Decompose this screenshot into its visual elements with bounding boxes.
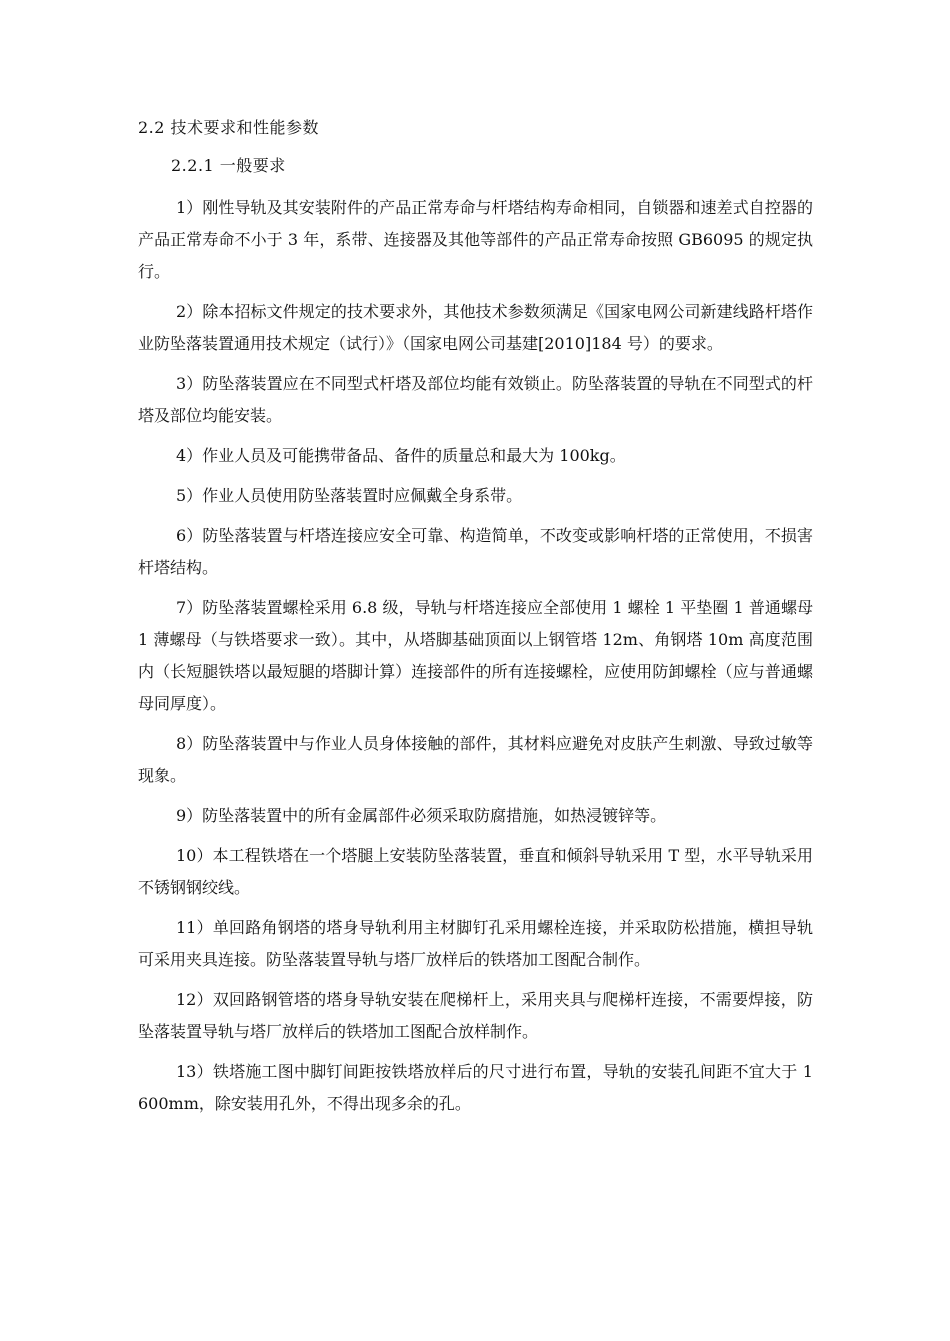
paragraph-4: 4）作业人员及可能携带备品、备件的质量总和最大为 100kg。 — [176, 446, 626, 465]
paragraph-7: 7）防坠落装置螺栓采用 6.8 级，导轨与杆塔连接应全部使用 1 螺栓 1 平垫圈 1 普通螺母 1 薄螺母（与铁塔要求一致）。其中，从塔脚基础顶面以上钢管塔 12m、角钢塔 10m 高度范围内（长短腿铁塔以最短腿的塔脚计算）连接部件的所有连接螺栓，应使用防卸螺栓（应与普通螺母同厚度）。 — [138, 598, 813, 713]
paragraph-8: 8）防坠落装置中与作业人员身体接触的部件，其材料应避免对皮肤产生刺激、导致过敏等现象。 — [138, 734, 813, 785]
paragraph-10: 10）本工程铁塔在一个塔腿上安装防坠落装置，垂直和倾斜导轨采用 T 型，水平导轨采用不锈钢钢绞线。 — [138, 846, 813, 897]
subsection-title: 2.2.1 一般要求 — [171, 156, 286, 175]
section-title: 2.2 技术要求和性能参数 — [138, 118, 320, 137]
paragraph-6: 6）防坠落装置与杆塔连接应安全可靠、构造简单，不改变或影响杆塔的正常使用，不损害杆塔结构。 — [138, 526, 813, 577]
paragraph-1: 1）刚性导轨及其安装附件的产品正常寿命与杆塔结构寿命相同，自锁器和速差式自控器的产品正常寿命不小于 3 年，系带、连接器及其他等部件的产品正常寿命按照 GB6095 的规定执行。 — [138, 198, 813, 281]
paragraph-9: 9）防坠落装置中的所有金属部件必须采取防腐措施，如热浸镀锌等。 — [176, 806, 667, 825]
paragraph-11: 11）单回路角钢塔的塔身导轨利用主材脚钉孔采用螺栓连接，并采取防松措施，横担导轨可采用夹具连接。防坠落装置导轨与塔厂放样后的铁塔加工图配合制作。 — [138, 918, 813, 969]
paragraph-5: 5）作业人员使用防坠落装置时应佩戴全身系带。 — [176, 486, 523, 505]
document-body — [138, 116, 813, 1128]
paragraph-13: 13）铁塔施工图中脚钉间距按铁塔放样后的尺寸进行布置，导轨的安装孔间距不宜大于 1600mm，除安装用孔外，不得出现多余的孔。 — [138, 1062, 813, 1113]
paragraph-2: 2）除本招标文件规定的技术要求外，其他技术参数须满足《国家电网公司新建线路杆塔作业防坠落装置通用技术规定（试行）》（国家电网公司基建[2010]184 号）的要求。 — [138, 302, 813, 353]
paragraph-3: 3）防坠落装置应在不同型式杆塔及部位均能有效锁止。防坠落装置的导轨在不同型式的杆塔及部位均能安装。 — [138, 374, 813, 425]
paragraph-12: 12）双回路钢管塔的塔身导轨安装在爬梯杆上，采用夹具与爬梯杆连接，不需要焊接，防坠落装置导轨与塔厂放样后的铁塔加工图配合放样制作。 — [138, 990, 813, 1041]
